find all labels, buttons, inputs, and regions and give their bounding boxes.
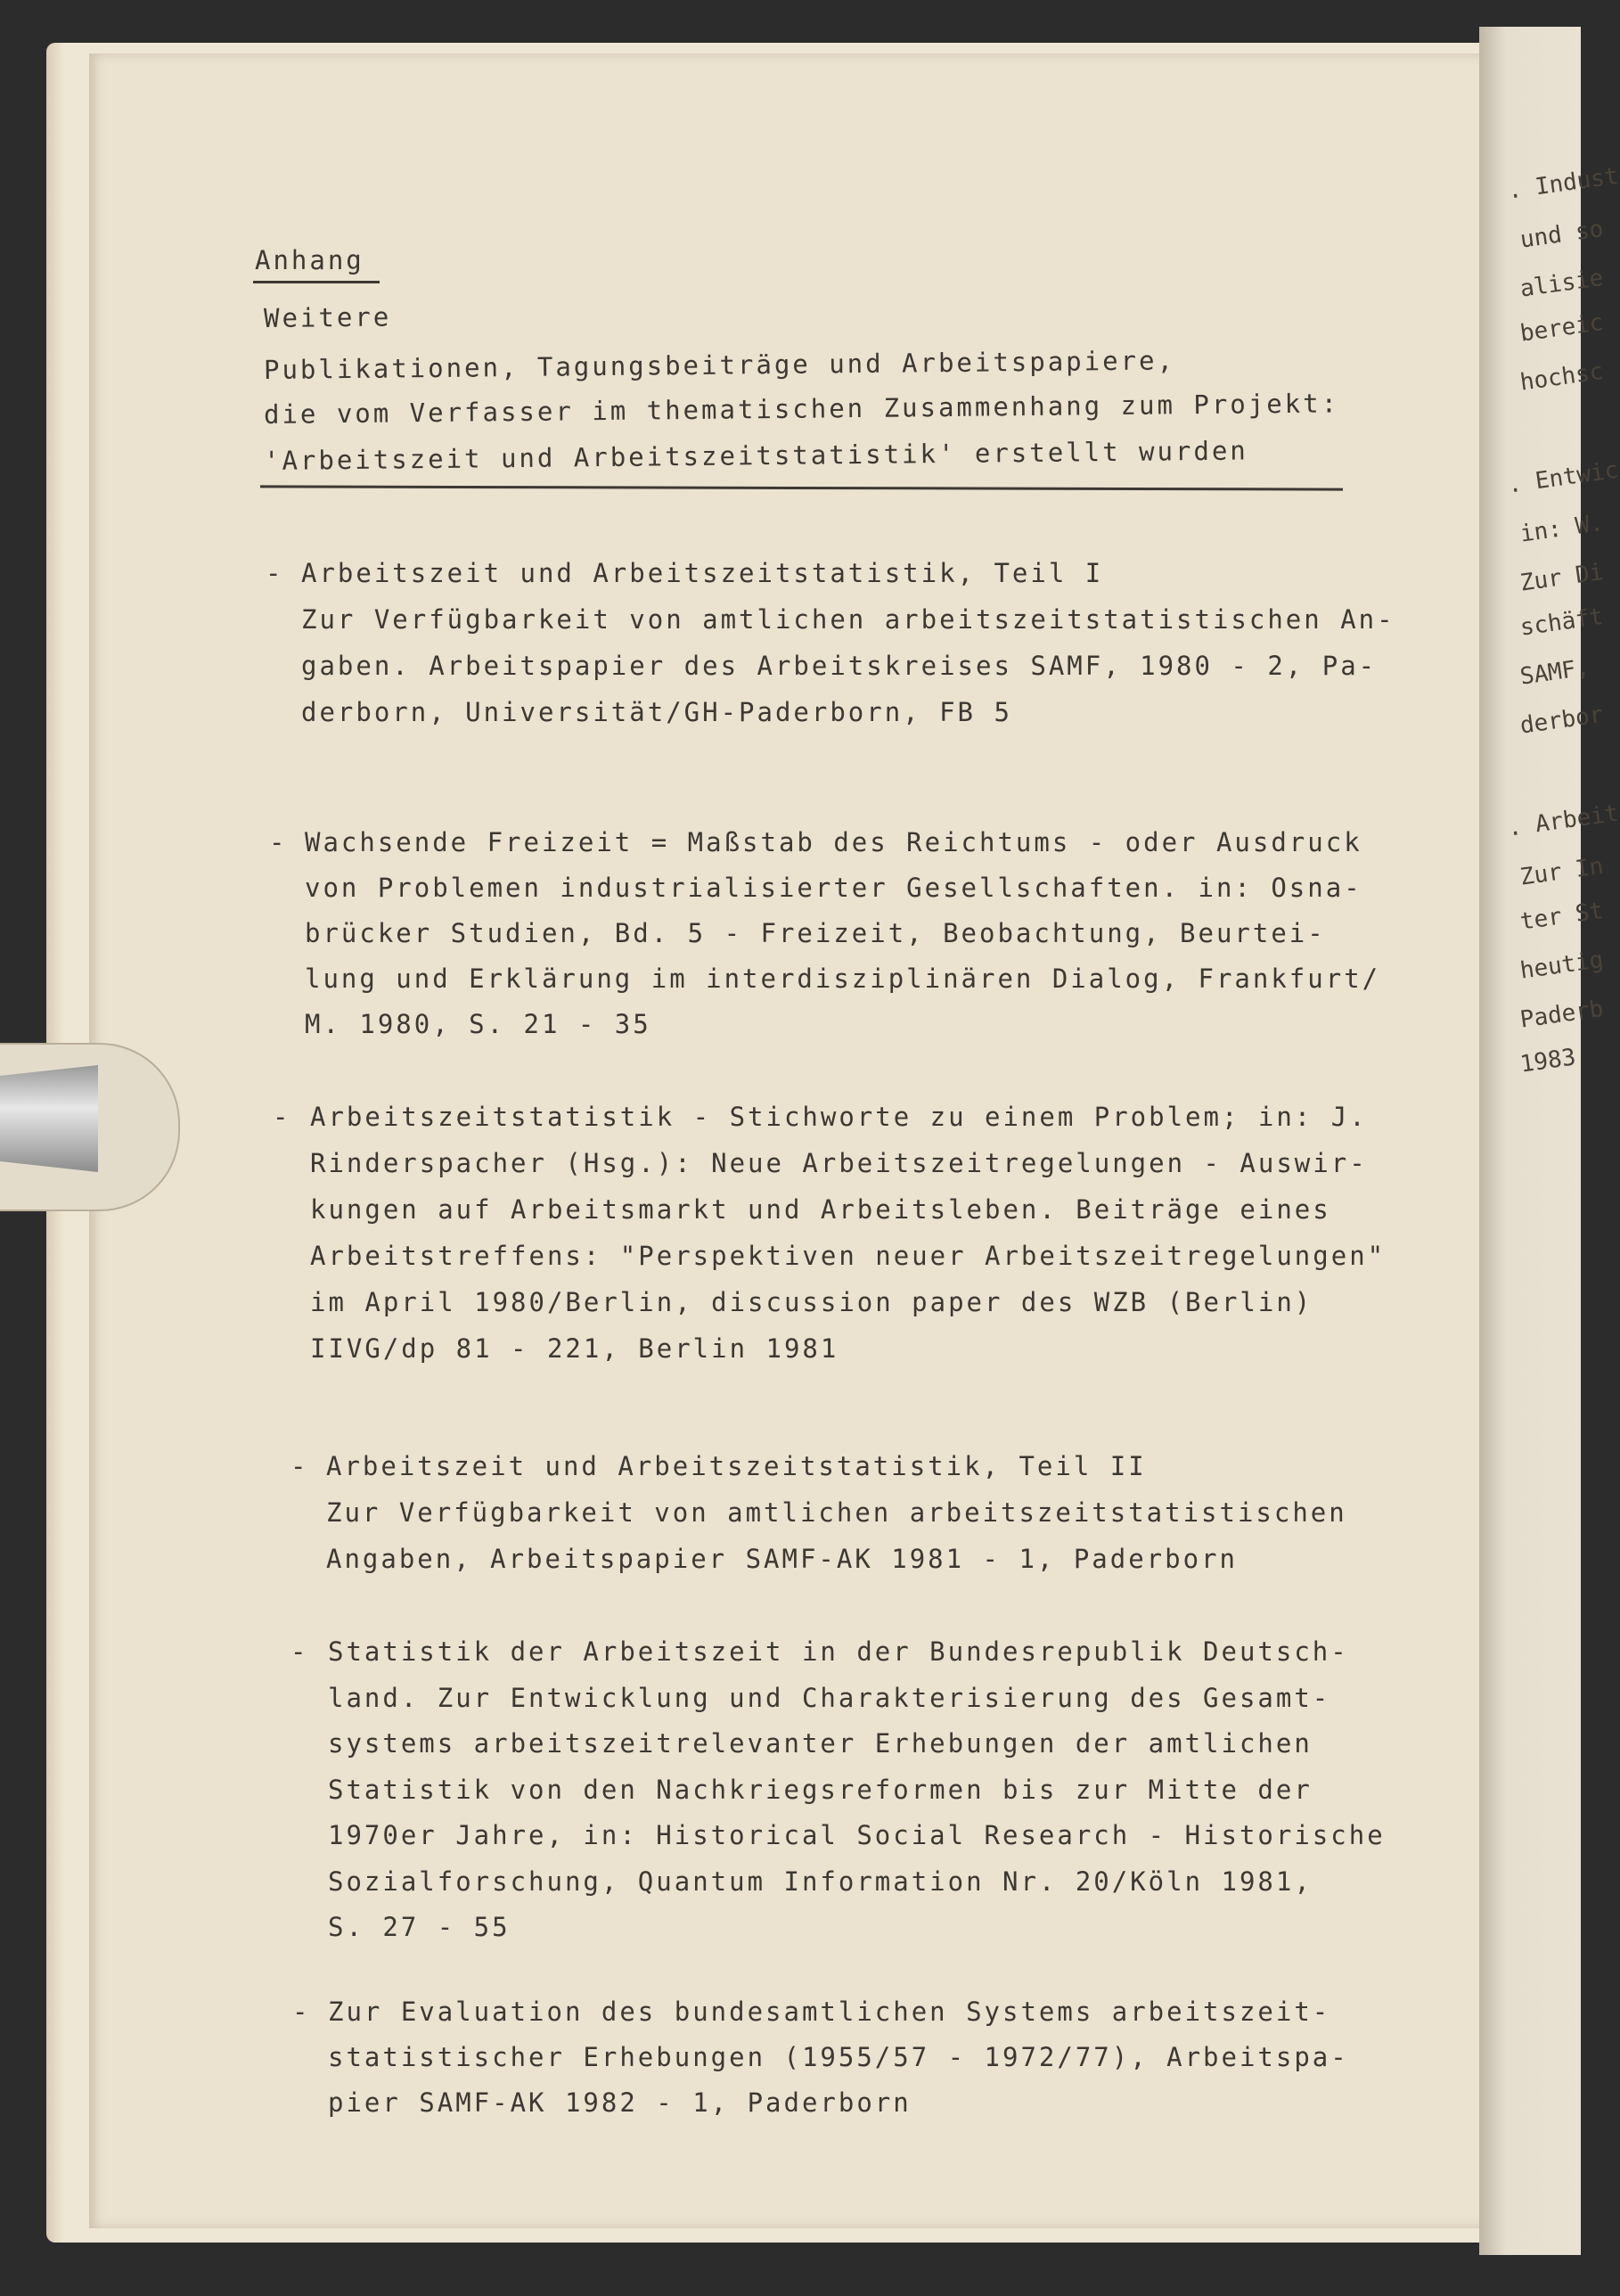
next-page-fragment: in: W. xyxy=(1518,509,1606,548)
entry-line: statistischer Erhebungen (1955/57 - 1972/77), Arbeitspa- xyxy=(328,2042,1349,2072)
intro-line: Publikationen, Tagungsbeiträge und Arbeitspapiere, xyxy=(263,345,1176,385)
entry-line: M. 1980, S. 21 - 35 xyxy=(305,1009,651,1039)
intro-line: 'Arbeitszeit und Arbeitszeitstatistik' erstellt wurden xyxy=(263,435,1248,476)
entry-line: von Problemen industrialisierter Gesellschaften. in: Osna- xyxy=(305,873,1362,903)
entry-line: IIVG/dp 81 - 221, Berlin 1981 xyxy=(310,1333,839,1364)
entry-line: Angaben, Arbeitspapier SAMF-AK 1981 - 1, Paderborn xyxy=(326,1544,1238,1574)
heading-underline xyxy=(253,281,380,283)
intro-line: die vom Verfasser im thematischen Zusammenhang zum Projekt: xyxy=(263,388,1340,430)
intro-line: Weitere xyxy=(263,301,392,333)
entry-line: Zur Verfügbarkeit von amtlichen arbeitszeitstatistischen An- xyxy=(301,604,1395,635)
entry-line: land. Zur Entwicklung und Charakterisierung des Gesamt- xyxy=(328,1682,1331,1713)
next-page-fragment: . Arbeit xyxy=(1506,800,1620,842)
entry-line: Statistik von den Nachkriegsreformen bis zur Mitte der xyxy=(328,1774,1313,1805)
next-page-fragment: Zur Di xyxy=(1518,558,1606,597)
entry-line: Rinderspacher (Hsg.): Neue Arbeitszeitregelungen - Auswir- xyxy=(310,1148,1368,1178)
next-page-fragment: . Indust xyxy=(1506,162,1620,205)
next-page-fragment: hochsc xyxy=(1518,357,1606,397)
entry-line: Zur Verfügbarkeit von amtlichen arbeitszeitstatistischen xyxy=(326,1497,1347,1528)
next-page-fragment: Zur In xyxy=(1518,852,1606,891)
page-heading: Anhang xyxy=(255,245,364,275)
entry-line: Arbeitszeit und Arbeitszeitstatistik, Teil II xyxy=(326,1451,1147,1481)
entry-line: 1970er Jahre, in: Historical Social Research - Historische xyxy=(328,1820,1386,1850)
entry-line: Arbeitszeitstatistik - Stichworte zu einem Problem; in: J. xyxy=(310,1102,1368,1132)
next-page-fragment: . Entwic xyxy=(1506,456,1620,499)
entry-line: gaben. Arbeitspapier des Arbeitskreises SAMF, 1980 - 2, Pa- xyxy=(301,651,1378,681)
entry-line: Zur Evaluation des bundesamtlichen Systems arbeitszeit- xyxy=(328,1997,1331,2027)
entry-line: Sozialforschung, Quantum Information Nr. 20/Köln 1981, xyxy=(328,1866,1313,1897)
entry-line: Arbeitstreffens: "Perspektiven neuer Arbeitszeitregelungen" xyxy=(310,1241,1387,1271)
next-page-fragment: bereic xyxy=(1518,308,1606,348)
next-page-fragment: schäft xyxy=(1518,603,1606,642)
next-page-edge xyxy=(1479,27,1620,2255)
entry-line: kungen auf Arbeitsmarkt und Arbeitsleben. Beiträge eines xyxy=(310,1194,1331,1225)
entry-line: pier SAMF-AK 1982 - 1, Paderborn xyxy=(328,2087,912,2118)
entry-line: derborn, Universität/GH-Paderborn, FB 5 xyxy=(301,697,1012,727)
next-page-fragment: SAMF, xyxy=(1518,654,1591,691)
knife-blade xyxy=(0,1065,98,1172)
list-bullet-dash: - xyxy=(266,558,284,588)
list-bullet-dash: - xyxy=(290,1636,309,1667)
list-bullet-dash: - xyxy=(269,827,288,857)
entry-line: lung und Erklärung im interdisziplinären Dialog, Frankfurt/ xyxy=(305,964,1381,994)
entry-line: im April 1980/Berlin, discussion paper des WZB (Berlin) xyxy=(310,1287,1313,1317)
list-bullet-dash: - xyxy=(292,1997,311,2027)
entry-line: Wachsende Freizeit = Maßstab des Reichtums - oder Ausdruck xyxy=(305,827,1362,857)
next-page-fragment: Paderb xyxy=(1518,995,1606,1034)
entry-line: brücker Studien, Bd. 5 - Freizeit, Beobachtung, Beurtei- xyxy=(305,918,1326,948)
entry-line: Arbeitszeit und Arbeitszeitstatistik, Teil I xyxy=(301,558,1104,588)
entry-line: Statistik der Arbeitszeit in der Bundesrepublik Deutsch- xyxy=(328,1636,1349,1667)
entry-line: S. 27 - 55 xyxy=(328,1912,511,1942)
next-page-fragment: und so xyxy=(1518,215,1606,254)
next-page-fragment: ter St xyxy=(1518,897,1606,936)
next-page-fragment: heutig xyxy=(1518,946,1606,985)
list-bullet-dash: - xyxy=(273,1102,291,1132)
next-page-fragment: derbor xyxy=(1518,701,1606,740)
next-page-fragment: alisie xyxy=(1518,264,1606,303)
list-bullet-dash: - xyxy=(290,1451,309,1481)
next-page-fragment: 1983 xyxy=(1518,1044,1578,1078)
entry-line: systems arbeitszeitrelevanter Erhebungen der amtlichen xyxy=(328,1728,1313,1759)
